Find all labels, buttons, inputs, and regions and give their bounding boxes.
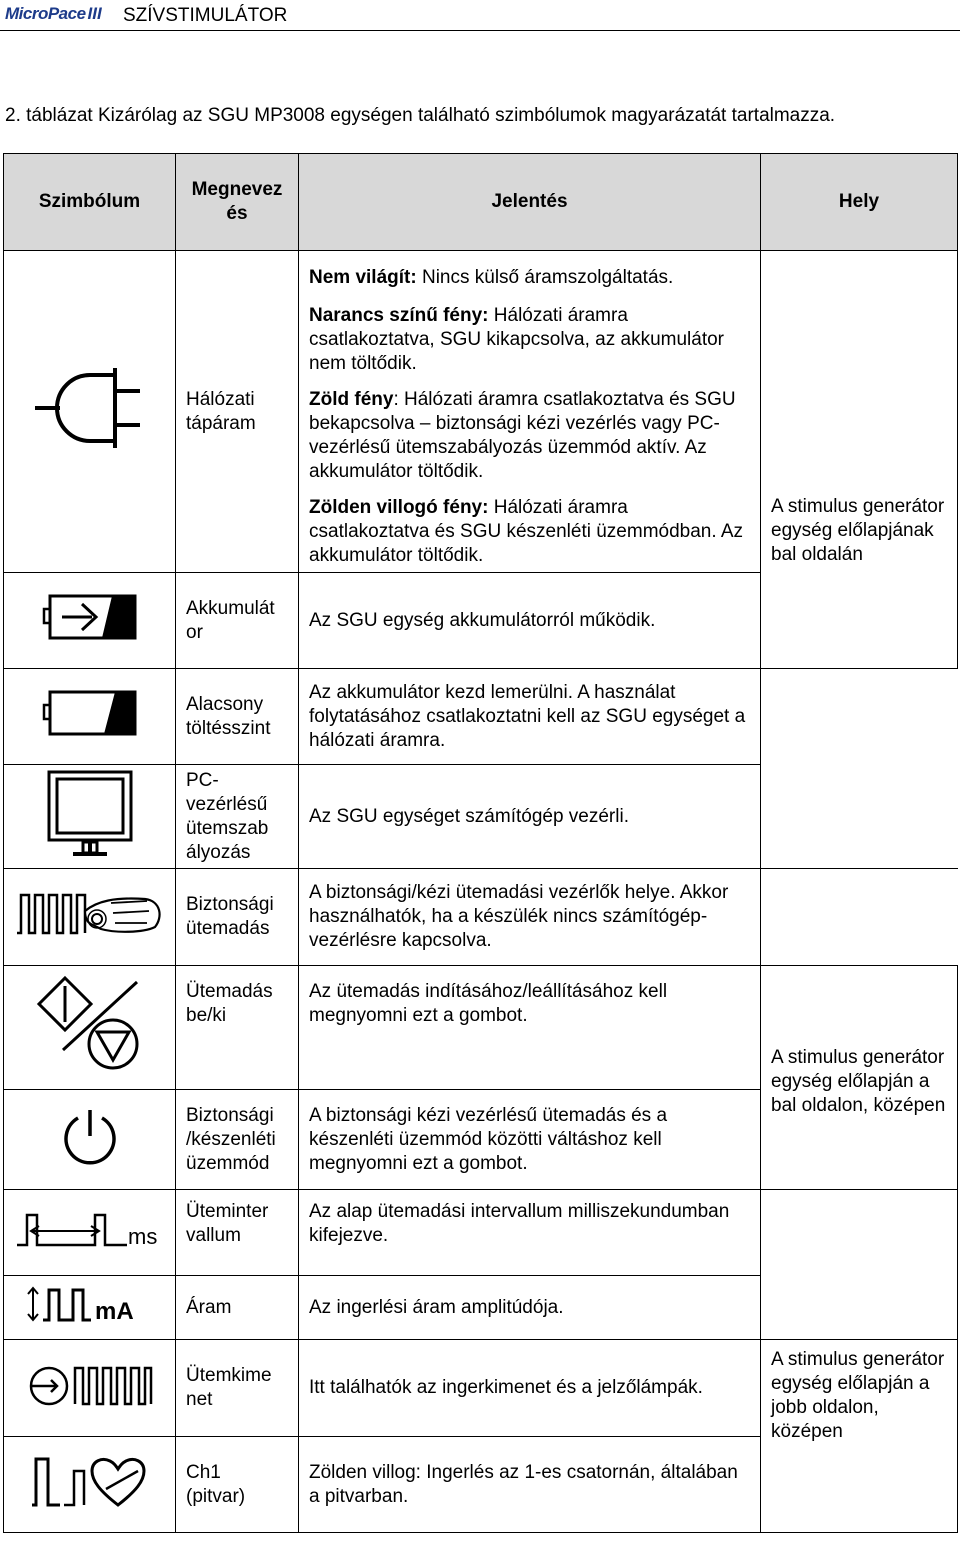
status-orange-text: Hálózati áramra csatlakoztatva, SGU kikapcsolva, az akkumulátor nem töltődik. — [309, 304, 725, 374]
meaning-cell — [299, 251, 761, 573]
header-meaning: Jelentés — [299, 154, 761, 251]
micropace-logo — [5, 3, 102, 25]
table-row — [4, 966, 958, 1090]
status-off-label: Nem világít: — [309, 266, 417, 288]
symbol-cell — [4, 1276, 176, 1340]
document-title: SZÍVSTIMULÁTOR — [123, 5, 288, 26]
name-cell: Üteminter vallum — [176, 1190, 299, 1276]
symbol-cell — [4, 1090, 176, 1190]
meaning-cell: Az ütemadás indításához/leállításához kell megnyomni ezt a gombot. — [299, 966, 761, 1090]
name-cell: Ütemadás be/ki — [176, 966, 299, 1090]
symbol-cell — [4, 573, 176, 669]
monitor-icon — [45, 768, 135, 858]
header-rule — [0, 30, 960, 31]
symbol-cell — [4, 669, 176, 765]
meaning-cell: A biztonsági kézi vezérlésű ütemadás és a készenléti üzemmód közötti váltáshoz kell megnyomni ezt a gombot. — [299, 1090, 761, 1190]
status-off-text: Nincs külső áramszolgáltatás. — [416, 266, 674, 288]
name-cell: Hálózati tápáram — [176, 251, 299, 573]
status-green-label: Zöld fény — [309, 388, 394, 410]
status-orange-label: Narancs színű fény: — [309, 304, 489, 326]
pulse-interval-ms-icon — [15, 1209, 165, 1249]
empty-location-cell — [761, 669, 958, 869]
header-name: Megnevez és — [176, 154, 299, 251]
table-row — [4, 1340, 958, 1437]
low-battery-icon — [40, 688, 140, 738]
location-cell: A stimulus generátor egység előlapján a bal oldalon, középen — [761, 966, 958, 1190]
symbol-cell — [4, 1190, 176, 1276]
status-blinking-text: Hálózati áramra csatlakoztatva és SGU készenléti üzemmódban. Az akkumulátor töltődik. — [309, 496, 744, 566]
name-cell: Ch1 (pitvar) — [176, 1437, 299, 1533]
icon-ma-label: mA — [94, 1298, 134, 1324]
table-header-row — [4, 154, 958, 251]
pulse-current-ma-icon — [25, 1284, 155, 1324]
logo-bars: III — [87, 4, 102, 23]
empty-location-cell — [761, 1190, 958, 1340]
name-cell: Ütemkime net — [176, 1340, 299, 1437]
name-cell: Akkumulát or — [176, 573, 299, 669]
symbol-cell — [4, 1340, 176, 1437]
meaning-cell: Zölden villog: Ingerlés az 1-es csatornán, általában a pitvarban. — [299, 1437, 761, 1533]
name-cell: Biztonsági /készenléti üzemmód — [176, 1090, 299, 1190]
logo-text: MicroPace — [5, 4, 86, 23]
meaning-cell: Az alap ütemadási intervallum milliszekundumban kifejezve. — [299, 1190, 761, 1276]
name-cell: Áram — [176, 1276, 299, 1340]
meaning-cell: A biztonsági/kézi ütemadási vezérlők helye. Akkor használhatók, ha a készülék nincs számítógép-vezérlésre kapcsolva. — [299, 869, 761, 966]
name-cell: Biztonsági ütemadás — [176, 869, 299, 966]
meaning-cell: Az ingerlési áram amplitúdója. — [299, 1276, 761, 1340]
mains-plug-icon — [30, 363, 150, 453]
header-symbol: Szimbólum — [4, 154, 176, 251]
symbols-table — [3, 153, 958, 1533]
table-row — [4, 1190, 958, 1276]
page-header — [0, 0, 960, 31]
meaning-cell: Az SGU egységet számítógép vezérli. — [299, 765, 761, 869]
battery-icon — [40, 592, 140, 642]
pacing-on-off-icon — [35, 974, 145, 1074]
ch1-atrium-icon — [30, 1451, 150, 1511]
table-row — [4, 869, 958, 966]
name-cell: PC- vezérlésű ütemszab ályozás — [176, 765, 299, 869]
power-icon — [60, 1106, 120, 1166]
table-caption: 2. táblázat Kizárólag az SGU MP3008 egységen található szimbólumok magyarázatát tartalmazza. — [5, 105, 836, 126]
table-row — [4, 669, 958, 765]
location-cell: A stimulus generátor egység előlapjának bal oldalán — [761, 251, 958, 669]
meaning-cell: Az SGU egység akkumulátorról működik. — [299, 573, 761, 669]
table-row — [4, 251, 958, 573]
pulse-hand-icon — [15, 889, 165, 939]
location-cell: A stimulus generátor egység előlapján a jobb oldalon, középen — [761, 1340, 958, 1533]
symbol-cell — [4, 869, 176, 966]
symbol-cell — [4, 251, 176, 573]
pulse-output-icon — [25, 1360, 155, 1410]
symbol-cell — [4, 966, 176, 1090]
meaning-cell: Az akkumulátor kezd lemerülni. A használat folytatásához csatlakoztatni kell az SGU egységet a hálózati áramra. — [299, 669, 761, 765]
meaning-cell: Itt találhatók az ingerkimenet és a jelzőlámpák. — [299, 1340, 761, 1437]
status-green-text: : Hálózati áramra csatlakoztatva és SGU bekapcsolva – biztonsági kézi vezérlés vagy PC-vezérlésű ütemszabályozás üzemmód aktív. Az akkumulátor töltődik. — [309, 388, 736, 482]
icon-ms-label: ms — [127, 1224, 157, 1249]
symbol-cell — [4, 1437, 176, 1533]
status-blinking-label: Zölden villogó fény: — [309, 496, 489, 518]
symbol-cell — [4, 765, 176, 869]
header-location: Hely — [761, 154, 958, 251]
name-cell: Alacsony töltésszint — [176, 669, 299, 765]
